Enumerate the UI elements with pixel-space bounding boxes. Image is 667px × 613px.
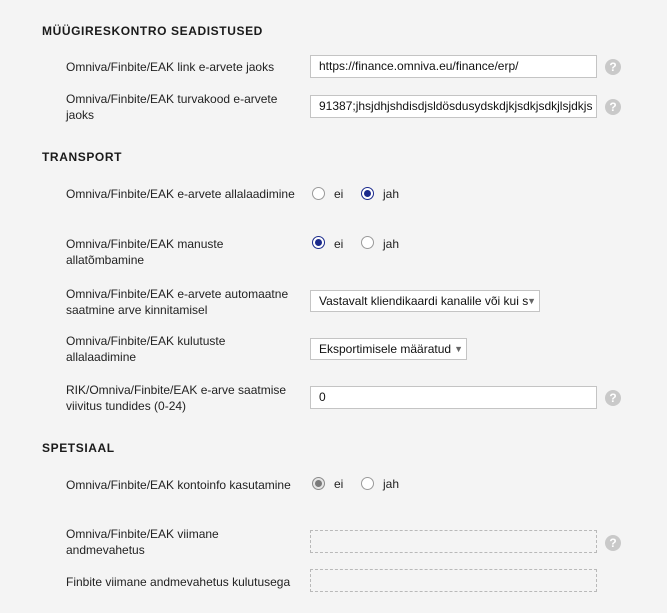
auto-send-select[interactable] (310, 290, 540, 312)
last-exchange-costs-field (310, 569, 597, 592)
section-title-sales-ledger: MÜÜGIRESKONTRO SEADISTUSED (42, 24, 263, 38)
label-account-info: Omniva/Finbite/EAK kontoinfo kasutamine (66, 478, 291, 492)
account-info-radio-ei-label[interactable]: ei (334, 477, 344, 491)
security-code-input[interactable]: 91387;jhsjdhjshdisdjsldösdusydskdjkjsdkjsdkjlsjdkjs (310, 95, 597, 118)
label-auto-send: Omniva/Finbite/EAK e-arvete automaatne saatmine arve kinnitamisel (66, 287, 289, 317)
download-radio-jah-label[interactable]: jah (383, 187, 400, 201)
label-send-delay: RIK/Omniva/Finbite/EAK e-arve saatmise viivitus tundides (0-24) (66, 383, 287, 413)
label-last-exchange-costs: Finbite viimane andmevahetus kulutusega (66, 575, 291, 589)
dropdown-arrow-icon: ▼ (454, 344, 463, 354)
attachments-radio-jah-label[interactable]: jah (383, 237, 400, 251)
label-einvoice-link: Omniva/Finbite/EAK link e-arvete jaoks (66, 60, 275, 74)
attachments-radio-ei-label[interactable]: ei (334, 237, 344, 251)
send-delay-input[interactable]: 0 (310, 386, 597, 409)
help-icon[interactable]: ? (605, 99, 621, 115)
section-title-special: SPETSIAAL (42, 441, 115, 455)
einvoice-link-input[interactable]: https://finance.omniva.eu/finance/erp/ (310, 55, 597, 78)
account-info-radio-jah-label[interactable]: jah (383, 477, 400, 491)
label-security-code: Omniva/Finbite/EAK turvakood e-arvete jaoks (66, 92, 278, 122)
label-attachments-download: Omniva/Finbite/EAK manuste allatõmbamine (66, 237, 224, 267)
costs-download-select[interactable] (310, 338, 467, 360)
auto-send-select-value: Vastavalt kliendikaardi kanalile või kui s (319, 294, 529, 308)
section-title-transport: TRANSPORT (42, 150, 123, 164)
account-info-radio-jah[interactable] (361, 477, 374, 490)
label-einvoice-download: Omniva/Finbite/EAK e-arvete allalaadimine (66, 187, 295, 201)
attachments-radio-jah[interactable] (361, 236, 374, 249)
last-exchange-field (310, 530, 597, 553)
download-radio-ei[interactable] (312, 187, 325, 200)
download-radio-ei-label[interactable]: ei (334, 187, 344, 201)
help-icon[interactable]: ? (605, 390, 621, 406)
help-icon[interactable]: ? (605, 535, 621, 551)
account-info-radio-ei[interactable] (312, 477, 325, 490)
costs-download-select-value: Eksportimisele määratud (319, 342, 452, 356)
help-icon[interactable]: ? (605, 59, 621, 75)
download-radio-jah[interactable] (361, 187, 374, 200)
label-last-exchange: Omniva/Finbite/EAK viimane andmevahetus (66, 527, 219, 557)
dropdown-arrow-icon: ▼ (527, 296, 536, 306)
attachments-radio-ei[interactable] (312, 236, 325, 249)
label-costs-download: Omniva/Finbite/EAK kulutuste allalaadimine (66, 334, 226, 364)
